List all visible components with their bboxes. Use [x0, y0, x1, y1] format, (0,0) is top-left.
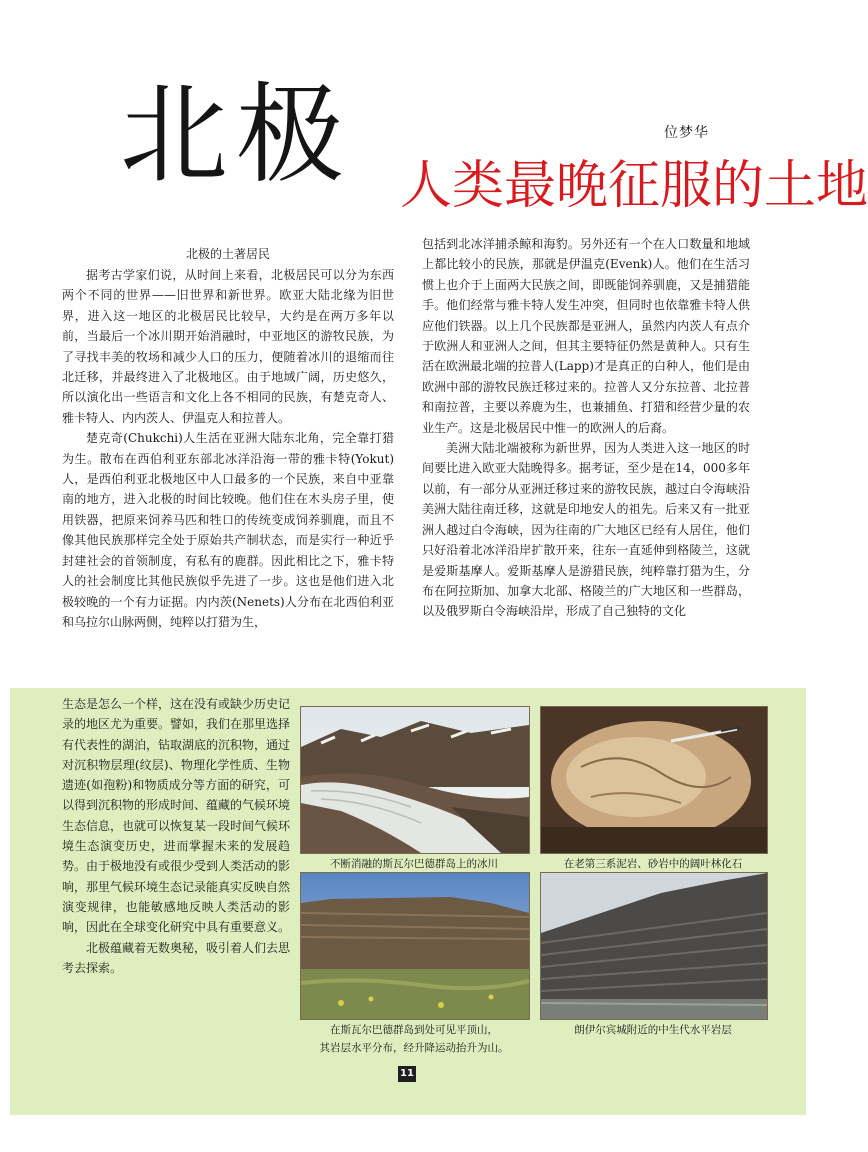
flat-mountain-caption-line-2: 其岩层水平分布，经升降运动抬升为山。	[319, 1042, 509, 1054]
paragraph: 据考古学家们说，从时间上来看，北极居民可以分为东西两个不同的世界——旧世界和新世界。欧亚大陆北缘为旧世界，进入这一地区的北极居民比较早，大约是在两万多年以前，当最后一个冰川期开始消融时，中亚地区的游牧民族，为了寻找丰美的牧场和减少人口的压力，便随着冰川的退缩而往北迁移，并最终进入了北极地区。由于地域广阔，历史悠久，所以演化出一些语言和文化上各不相同的民族，有楚克奇人、雅卡特人、内内茨人、伊温克人和拉普人。	[62, 268, 394, 425]
page-number: 11	[398, 1066, 416, 1082]
rock-layers-photo	[540, 872, 768, 1020]
paragraph: 楚克奇(Chukchi)人生活在亚洲大陆东北角，完全靠打猎为生。散布在西伯利亚东部北冰洋沿海一带的雅卡特(Yokut)人，是西伯利亚北极地区中人口最多的一个民族，来自中亚靠南的地方，进入北极的时间比较晚。他们住在木头房子里，使用铁器，把原来饲养马匹和牲口的传统变成饲养驯鹿，而且不像其他民族那样完全处于原始共产制状态，而是实行一种近乎封建社会的首领制度，有私有的鹿群。因此相比之下，雅卡特人的社会制度比其他民族似乎先进了一步。这也是他们进入北极较晚的一个有力证据。内内茨(Nenets)人分布在北西伯利亚和乌拉尔山脉两侧，纯粹以打猎为生，	[62, 431, 394, 629]
glacier-caption: 不断消融的斯瓦尔巴德群岛上的冰川	[330, 858, 498, 870]
fossil-photo	[540, 706, 768, 854]
fossil-caption: 在老第三系泥岩、砂岩中的阔叶林化石	[563, 858, 743, 870]
rock-layers-caption: 朗伊尔宾城附近的中生代水平岩层	[574, 1024, 732, 1036]
left-text-column	[62, 265, 394, 685]
flat-mountain-photo	[300, 872, 530, 1020]
paragraph: 生态是怎么一个样，这在没有或缺少历史记录的地区尤为重要。譬如，我们在那里选择有代表性的湖泊，钻取湖底的沉积物，通过对沉积物层理(纹层)、物理化学性质、生物遗迹(如孢粉)和物质成分等方面的研究，可以得到沉积物的形成时间、蕴藏的气候环境生态信息，也就可以恢复某一段时间气候环境生态演变历史，进而掌握未来的发展趋势。由于极地没有或很少受到人类活动的影响，那里气候环境生态记录能真实反映自然演变规律，也能敏感地反映人类活动的影响，因此在全球变化研究中具有重要意义。	[62, 697, 291, 935]
sidebar-text-column	[62, 694, 290, 1044]
flat-mountain-caption-line-1: 在斯瓦尔巴德群岛到处可见平顶山，	[330, 1024, 498, 1036]
section-heading: 北极的土著居民	[185, 247, 270, 261]
author-name: 位梦华	[664, 125, 709, 141]
paragraph: 北极蕴藏着无数奥秘，吸引着人们去思考去探索。	[62, 940, 291, 975]
paragraph: 美洲大陆北端被称为新世界，因为人类进入这一地区的时间要比进入欧亚大陆晚得多。据考证，至少是在14，000多年以前，有一部分从亚洲迁移过来的游牧民族，越过白令海峡沿美洲大陆往南迁移，这就是印地安人的祖先。后来又有一批亚洲人越过白令海峡，因为往南的广大地区已经有人居住，他们只好沿着北冰洋沿岸扩散开来，往东一直延伸到格陵兰，这就是爱斯基摩人。爱斯基摩人是游猎民族，纯粹靠打猎为生，分布在阿拉斯加、加拿大北部、格陵兰的广大地区和一些群岛，以及俄罗斯白令海峡沿岸，形成了自己独特的文化	[422, 441, 750, 619]
glacier-photo	[300, 706, 530, 854]
right-text-column	[422, 234, 750, 685]
title-main: 北极	[120, 73, 353, 198]
title-subtitle: 人类最晚征服的土地	[400, 156, 868, 216]
paragraph: 包括到北冰洋捕杀鲸和海豹。另外还有一个在人口数量和地域上都比较小的民族，那就是伊温克(Evenk)人。他们在生活习惯上也介于上面两大民族之间，即既能饲养驯鹿，又是捕猎能手。他们经常与雅卡特人发生冲突，但同时也依靠雅卡特人供应他们铁器。以上几个民族都是亚洲人，虽然内内茨人有点介于欧洲人和亚洲人之间，但其主要特征仍然是黄种人。只有生活在欧洲最北端的拉普人(Lapp)才是真正的白种人，他们是由欧洲中部的游牧民族迁移过来的。拉普人又分东拉普、北拉普和南拉普，主要以养鹿为生，也兼捕鱼、打猎和经营少量的农业生产。这是北极居民中惟一的欧洲人的后裔。	[422, 237, 750, 435]
